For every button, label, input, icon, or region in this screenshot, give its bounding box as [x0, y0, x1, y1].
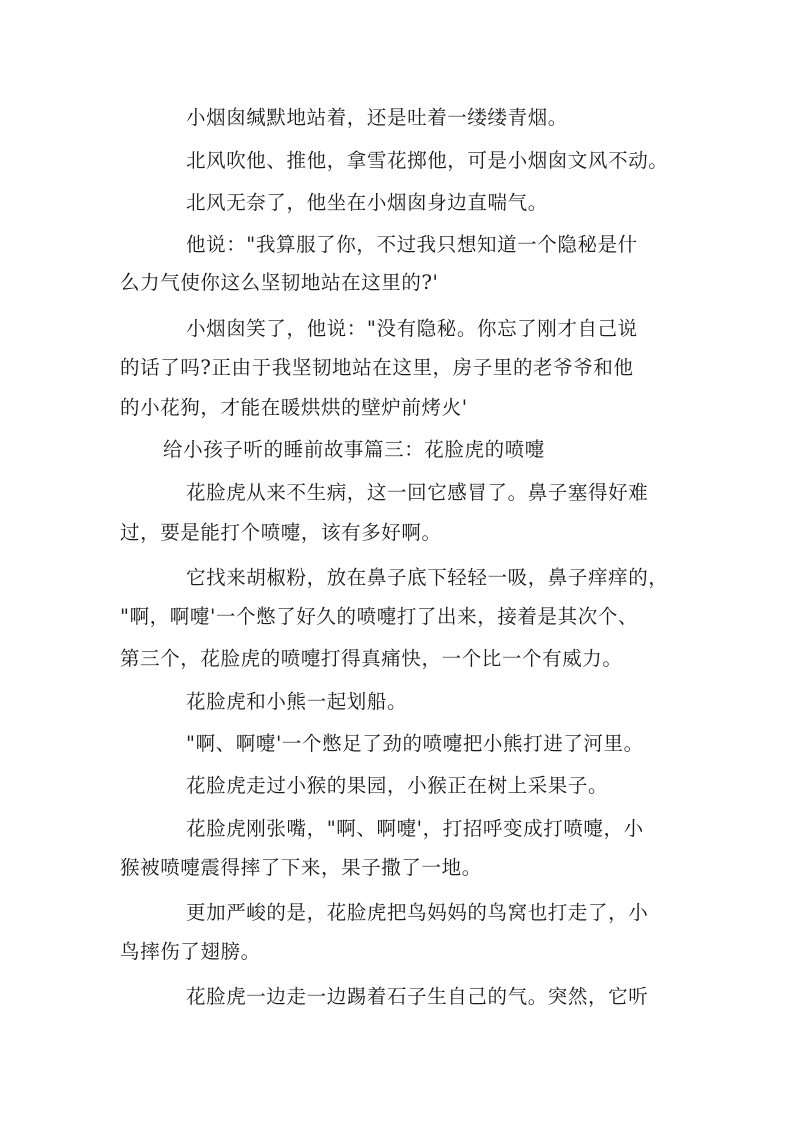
- paragraph-line: 花脸虎和小熊一起划船。: [186, 690, 408, 713]
- paragraph-line: "啊、啊嚏'一个憋足了劲的喷嚏把小熊打进了河里。: [186, 732, 644, 755]
- paragraph-line: 猴被喷嚏震得摔了下来，果子撒了一地。: [120, 856, 482, 879]
- paragraph-line: 过，要是能打个喷嚏，该有多好啊。: [120, 521, 442, 544]
- paragraph-line: 鸟摔伤了翅膀。: [120, 940, 261, 963]
- paragraph-line: 小烟囱笑了，他说："没有隐秘。你忘了刚才自己说: [186, 317, 638, 340]
- paragraph-line: 第三个，花脸虎的喷嚏打得真痛快，一个比一个有威力。: [120, 647, 623, 670]
- paragraph-line: 花脸虎刚张嘴，"啊、啊嚏'，打招呼变成打喷嚏，小: [186, 817, 644, 840]
- paragraph-line: "啊，啊嚏'一个憋了好久的喷嚏打了出来，接着是其次个、: [120, 605, 639, 628]
- paragraph-line: 更加严峻的是，花脸虎把鸟妈妈的鸟窝也打走了，小: [186, 901, 649, 924]
- paragraph-line: 的小花狗，才能在暖烘烘的壁炉前烤火': [120, 396, 468, 419]
- paragraph-line: 么力气使你这么坚韧地站在这里的?': [120, 271, 439, 294]
- section-heading: 给小孩子听的睡前故事篇三：花脸虎的喷嚏: [163, 438, 545, 461]
- paragraph-line: 它找来胡椒粉，放在鼻子底下轻轻一吸，鼻子痒痒的，: [186, 566, 669, 589]
- paragraph-line: 花脸虎走过小猴的果园，小猴正在树上采果子。: [186, 774, 609, 797]
- paragraph-line: 的话了吗?正由于我坚韧地站在这里，房子里的老爷爷和他: [120, 356, 634, 379]
- paragraph-line: 小烟囱缄默地站着，还是吐着一缕缕青烟。: [186, 106, 568, 129]
- paragraph-line: 他说："我算服了你，不过我只想知道一个隐秘是什: [186, 233, 638, 256]
- paragraph-line: 花脸虎一边走一边踢着石子生自己的气。突然，它听: [186, 985, 649, 1008]
- paragraph-line: 北风吹他、推他，拿雪花掷他，可是小烟囱文风不动。: [186, 149, 669, 172]
- paragraph-line: 花脸虎从来不生病，这一回它感冒了。鼻子塞得好难: [186, 481, 649, 504]
- paragraph-line: 北风无奈了，他坐在小烟囱身边直喘气。: [186, 191, 548, 214]
